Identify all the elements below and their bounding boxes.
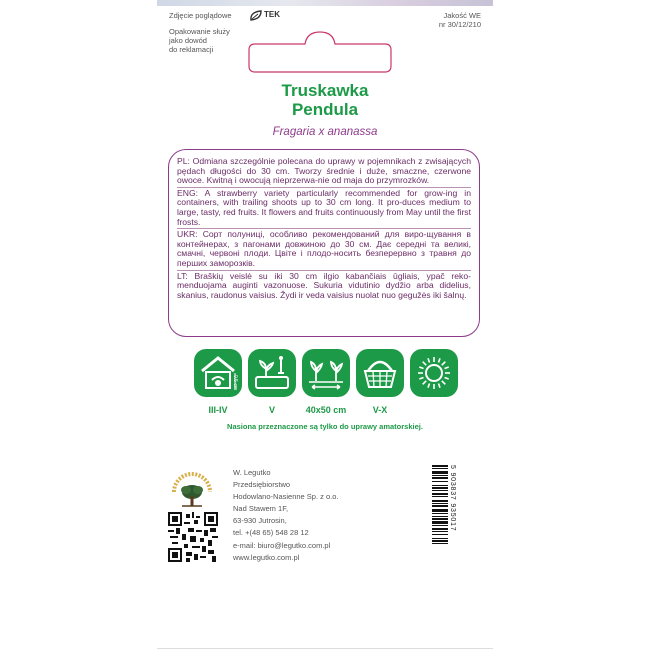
barcode-number: 5 903837 935017: [449, 465, 456, 532]
sowing-indoor-icon: [194, 349, 242, 397]
icon-label-harvest: V-X: [372, 405, 388, 415]
latin-name: Fragaria x ananassa: [272, 126, 378, 138]
quality-line-1: Jakość WE: [443, 11, 481, 20]
company-phone: tel. +(48 65) 548 28 12: [233, 528, 309, 538]
company-street: Nad Stawem 1F,: [233, 504, 289, 514]
packet-bottom-edge: [157, 648, 493, 649]
family-company-logo: [168, 472, 216, 512]
description-lt: LT: Braškių veislė su iki 30 cm ilgio kabančiais ūgliais, ypač reko-menduojama auginti vazonuose. Sukuria vidutinio dydžio arba didelius, skanius, raudonus vaisius. Žydi ir veda vaisius nuolat nuo gegužės iki šalnų.: [177, 270, 471, 300]
tek-label: TEK: [264, 10, 280, 19]
company-line: Hodowlano-Nasienne Sp. z o.o.: [233, 492, 339, 502]
qr-code-icon: [168, 512, 218, 562]
complaint-line-3: do reklamacji: [169, 45, 214, 54]
product-name: [157, 81, 493, 119]
quality-note: [439, 11, 481, 29]
description-box: [168, 149, 480, 337]
description-eng: ENG: A strawberry variety particularly recommended for grow-ing in containers, with trailing shoots up to 30 cm long. It pro-duces medium to large, tasty, red fruits. It flowers and fruits continuously from May until the first frosts.: [177, 187, 471, 227]
barcode: [432, 465, 454, 563]
company-name: W. Legutko: [233, 468, 271, 477]
qr-code[interactable]: [168, 512, 218, 562]
quality-line-2: nr 30/12/210: [438, 20, 481, 29]
icon-label-sowing: III-IV: [208, 405, 228, 415]
description-ukr: UKR: Сорт полуниці, особливо рекомендований для виро-щування в контейнерах, з пагонами довжиною до 30 см. Дає середні та великі, смачні, червоні плоди. Цвіте і плодо-носить безперервно з травня до перших заморозків.: [177, 229, 471, 268]
planting-out-icon: [248, 349, 296, 397]
complaint-line-2: jako dowód: [169, 36, 207, 45]
company-line: Przedsiębiorstwo: [233, 480, 291, 490]
complaint-note: [169, 27, 230, 54]
hang-tab-outline: [247, 30, 393, 74]
seed-packet-back: [157, 0, 493, 650]
barcode-bars: [432, 465, 450, 563]
sun-icon: [410, 349, 458, 397]
photo-note: Zdjęcie poglądowe: [169, 11, 232, 20]
spacing-icon: [302, 349, 350, 397]
description-pl: PL: Odmiana szczególnie polecana do uprawy w pojemnikach z zwisających pędach długości do 30 cm. Tworzy średnie i duże, smaczne, czerwone owoce. Kwitną i owocują nieprzerwa-nie od maja do przymrozków.: [177, 156, 471, 186]
company-email[interactable]: e-mail: biuro@legutko.com.pl: [233, 540, 331, 550]
product-name-line-2: Pendula: [291, 100, 359, 119]
complaint-line-1: Opakowanie służy: [169, 27, 230, 36]
icon-label-spacing: 40x50 cm: [305, 405, 347, 415]
tree-logo-icon: [168, 472, 216, 512]
amateur-notice: Nasiona przeznaczone są tylko do uprawy amatorskiej.: [227, 422, 423, 431]
company-city: 63-930 Jutrosin,: [233, 516, 287, 526]
company-address: [233, 467, 338, 564]
icon-label-planting: V: [268, 405, 275, 415]
tek-logo: [249, 9, 280, 27]
company-website[interactable]: www.legutko.com.pl: [233, 552, 300, 562]
harvest-basket-icon: [356, 349, 404, 397]
product-name-line-1: Truskawka: [281, 81, 369, 100]
leaf-icon: [249, 10, 263, 22]
depth-label: 0.5 cm: [232, 375, 238, 391]
